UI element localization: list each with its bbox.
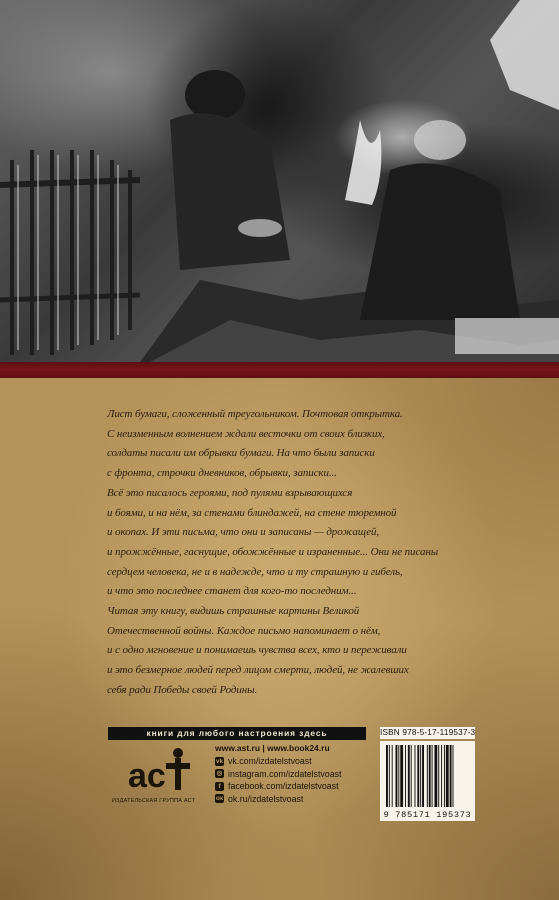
barcode-bars [380, 741, 475, 809]
facebook-icon: f [215, 782, 224, 791]
social-link-text: instagram.com/izdatelstvoast [228, 768, 342, 779]
blurb-text [107, 405, 467, 701]
isbn-label: ISBN 978-5-17-119537-3 [380, 728, 476, 737]
tagline: книги для любого настроения здесь [108, 727, 366, 740]
blurb-line: солдаты писали им обрывки бумаги. На что были записки [107, 447, 375, 460]
blurb-line: и боями, и на нём, за стенами блиндажей, на стене тюремной [107, 506, 397, 519]
blurb-line: Всё это писалось героями, под пулями взрывающихся [107, 486, 353, 499]
fence [0, 150, 140, 355]
blurb-line: и прожжённые, гаснущие, обожжённые и израненные... Они не писаны [107, 545, 439, 558]
website-links[interactable]: www.ast.ru | www.book24.ru [215, 743, 330, 753]
social-link-facebook[interactable] [215, 780, 385, 793]
red-band [0, 362, 559, 378]
blurb-line: Лист бумаги, сложенный треугольником. Почтовая открытка. [107, 408, 403, 420]
photo-scene [0, 0, 559, 362]
blurb-line: и с одно мгновение и понимаешь чувства всех, кто и переживали [107, 644, 407, 657]
blurb-line: и что это последнее станет для кого-то последним... [107, 585, 357, 598]
blurb-line: С неизменным волнением ждали весточки от своих близких, [107, 427, 385, 440]
social-link-text: vk.com/izdatelstvoast [228, 756, 312, 766]
blurb-line: Отечественной войны. Каждое письмо напоминает о нём, [107, 624, 381, 637]
ast-logo-icon [108, 743, 206, 799]
blurb-line: себя ради Победы своей Родины. [107, 683, 258, 696]
social-link-text: ok.ru/izdatelstvoast [228, 793, 304, 804]
social-link-instagram[interactable] [215, 768, 385, 781]
publisher-name: ИЗДАТЕЛЬСКАЯ ГРУППА АСТ [112, 798, 196, 804]
blurb-line: сердцем человека, не и в надежде, что и ту страшную и гибель, [107, 565, 403, 578]
social-link-vk[interactable] [215, 755, 385, 768]
publisher-logo [108, 743, 206, 813]
barcode [380, 741, 475, 821]
odnoklassniki-icon: ок [215, 795, 224, 803]
blurb-line: и окопах. И эти письма, что они и записаны — дрожащей, [107, 526, 380, 539]
cover-photo [0, 0, 559, 362]
blurb-line: с фронта, строчки дневников, обрывки, записки... [107, 467, 337, 480]
svg-text:ac: ac [128, 757, 166, 795]
social-link-text: facebook.com/izdatelstvoast [228, 781, 339, 791]
barcode-digits: 9 785171 195373 [383, 810, 472, 820]
social-link-odnoklassniki[interactable] [215, 793, 385, 806]
publisher-links [215, 741, 385, 805]
instagram-icon: ◎ [216, 770, 223, 778]
vk-icon: vk [215, 757, 224, 765]
blurb-line: Читая эту книгу, видишь страшные картины Великой [107, 605, 360, 618]
blurb-line: и это безмерное людей перед лицом смерти, людей, не жалевших [107, 664, 409, 677]
